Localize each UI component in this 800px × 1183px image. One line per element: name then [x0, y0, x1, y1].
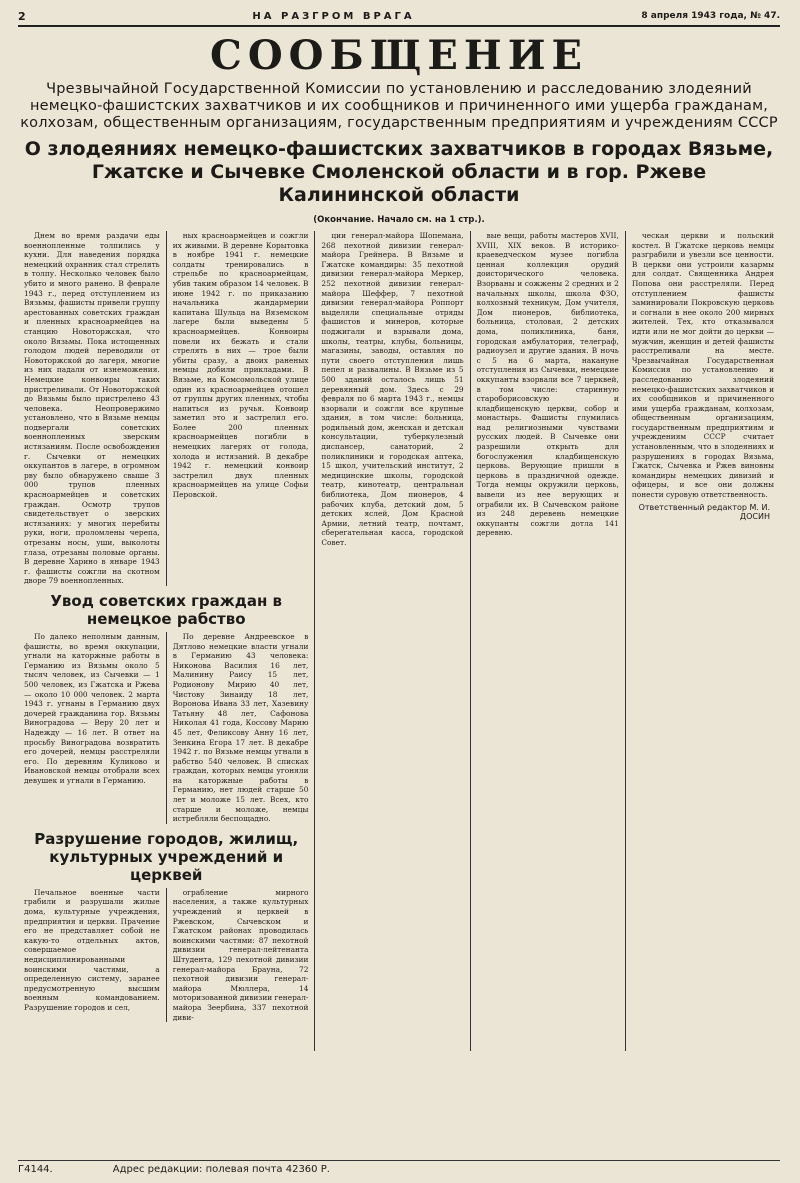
top-left-columns: [24, 231, 308, 586]
section-3-text-a: Печальное военные части грабили и разрушали жилые дома, культурные учреждения, предприятия и церкви. Прачение его не представляет собой не какую-то отдельных актов, совершаемое недисциплинированными воинскими частями, а определенную систему, заранее предусмотренную высшим военным командованием. Разрушение городов и сел,: [24, 887, 160, 1012]
page-footer: [18, 1160, 780, 1175]
section-2-text-a: По далеко неполным данным, фашисты, во время оккупации, угнали на каторжные работы в Германию из Вязьмы около 5 тысяч человек, из Сычевки — 1 500 человек, из Гжатска и Ржева — около 10 000 человек. 2 марта 1943 г. угнаны в Германию двух дочерей гражданина гор. Вязьмы Виноградова — Веру 20 лет и Надежду — 16 лет. В ответ на просьбу Виноградова возвратить его дочерей, немцы расстреляли его. По деревням Куликово и Ивановской немцы отобрали всех девушек и угнали в Германию.: [24, 631, 160, 785]
continuation-note: (Окончание. Начало см. на 1 стр.).: [313, 215, 485, 225]
article-subtitle: Чрезвычайной Государственной Комиссии по установлению и расследованию злодеяний немецко-фашистских захватчиков и их сообщников и причиненного ими ущерба гражданам, колхозам, общественным организациям, государственным предприятиям и учреждениям СССР: [20, 81, 778, 131]
section-3-headline: Разрушение городов, жилищ, культурных учреждений и церквей: [34, 829, 299, 884]
newspaper-title: НА РАЗГРОМ ВРАГА: [252, 10, 415, 22]
column-1: [24, 231, 167, 586]
column-2: [167, 231, 309, 586]
section-3-col-a: [24, 888, 167, 1022]
column-4: [471, 231, 626, 1051]
section-3-columns: [24, 888, 308, 1022]
section-2-columns: [24, 632, 308, 824]
column-3-text: ции генерал-майора Шопемана, 268 пехотной дивизии генерал-майора Грейнера. В Вязьме и Гжатске командиры: 35 пехотной дивизии генерал-майора Меркер, 252 пехотной дивизии генерал-майора Шеффер, 7 пехотной дивизии генерал-майора Роппорт выделяли специальные отряды фашистов и минеров, которые поджигали и взрывали дома, школы, театры, клубы, больницы, магазины, заводы, оставляя по пути своего отступления лишь пепел и развалины. В Вязьме из 5 500 зданий осталось лишь 51 деревянный дом. Здесь с 29 февраля по 6 марта 1943 г., немцы взорвали и сожгли все крупные здания, в том числе: больница, родильный дом, женская и детская консультации, туберкулезный диспансер, санаторий, 2 поликлиники и городская аптека, 15 школ, учительский институт, 2 медицинские школы, городской театр, кинотеатр, центральная библиотека, Дом пионеров, 4 рабочих клуба, детский дом, 5 детских яслей, Дом Красной Армии, летний театр, почтамт, сберегательная касса, городской Совет.: [321, 231, 464, 547]
column-1-text: Днем во время раздачи еды военнопленные толпились у кухни. Для наведения порядка немецкий охранник стал стрелять в толпу. Несколько человек было убито и много ранено. В феврале 1943 г., перед отступлением из Вязьмы, фашисты привели группу арестованных советских граждан и пленных красноармейцев на станцию Новоторжская, что около Вязьмы. Пока истощенных голодом людей переводили от Новоторжской до лагеря, многие из них падали от изнеможения. Немецкие конвоиры таких пристреливали. От Новоторжской до Вязьмы было пристрелено 43 человека. Неопровержимо установлено, что в Вязьме немцы подвергали советских военнопленных зверским истязаниям. После освобождения г. Сычевки от немецких оккупантов в лагере, в огромном рву было обнаружено свыше 3 000 трупов пленных красноармейцев и советских граждан. Осмотр трупов свидетельствует о зверских истязаниях: у многих перебиты руки, ноги, проломлены черепа, отрезаны носы, уши, выколоты глаза, отрезаны половые органы. В деревне Харино в январе 1943 г. фашисты сожгли на скотном дворе 79 военнопленных.: [24, 231, 160, 586]
editorial-address: Адрес редакции: полевая почта 42360 Р.: [112, 1164, 330, 1175]
column-5-text: ческая церкви и польский костел. В Гжатске церковь немцы разграбили и увезли все ценности. В церкви они устроили казармы для солдат. Священника Андрея Попова они расстреляли. Перед отступлением фашисты заминировали Покровскую церковь и согнали в нее около 200 мирных жителей. Тех, кто отказывался идти или не мог дойти до церкви — мужчин, женщин и детей фашисты расстреливали на месте. Чрезвычайная Государственная Комиссия по установлению и расследованию злодеяний немецко-фашистских захватчиков и их сообщников и причиненного ими ущерба гражданам, колхозам, общественным организациям, государственным предприятиям и учреждениям СССР считает установленным, что в злодеяниях и разрушениях в городах Вязьма, Гжатск, Сычевка и Ржев виновны командиры немецких дивизий и офицеры, и все они должны понести суровую ответственность.: [631, 231, 775, 500]
column-4-text: вые вещи, работы мастеров XVII, XVIII, XIX веков. В историко-краеведческом музее погибла ценная коллекция орудий доисторического человека. Взорваны и сожжены 2 средних и 2 начальных школы, школа ФЗО, колхозный техникум, Дом учителя, Дом пионеров, библиотека, больница, столовая, 2 детских дома, поликлиника, баня, городская амбулатория, телеграф, радиоузел и другие здания. В ночь с 5 на 6 марта, накануне отступления из Сычевки, немецкие оккупанты взорвали все 7 церквей, в том числе: старинную староборисовскую и кладбищенскую церкви, собор и монастырь. Фашисты глумились над религиозными чувствами русских людей. В Сычевке они разрешили открыть для богослужения кладбищенскую церковь. Верующие пришли в церковь в праздничной одежде. Тогда немцы окружили церковь, вывели из нее верующих и ограбили их. В Сычевском районе из 248 деревень немецкие оккупанты сожгли дотла 141 деревню.: [476, 231, 619, 538]
column-3: [315, 231, 470, 1051]
section-3-text-b: ограбление мирного населения, а также культурных учреждений и церквей в Ржевском, Сычевском и Гжатском районах проводилась воинскими частями: 87 пехотной дивизии генерал-лейтенанта Штудента, 129 пехотной дивизии генерал-майора Брауна, 72 пехотной дивизии генерал-майора Мюллера, 14 моторизованной дивизии генерал-майора Зеербина, 337 пехотной диви-: [172, 887, 309, 1022]
article-title: СООБЩЕНИЕ: [210, 32, 588, 79]
page-header: [18, 8, 780, 27]
left-block: [18, 231, 315, 1051]
main-headline: О злодеяниях немецко-фашистских захватчиков в городах Вязьме, Гжатске и Сычевке Смоленской области и в гор. Ржеве Калининской области: [24, 138, 774, 206]
section-2-col-b: [167, 632, 309, 824]
section-3-col-b: [167, 888, 309, 1022]
column-5: [626, 231, 780, 1051]
print-code: Г4144.: [18, 1164, 53, 1175]
section-2-col-a: [24, 632, 167, 824]
issue-date: 8 апреля 1943 года, № 47.: [641, 11, 780, 21]
section-2-headline: Увод советских граждан в немецкое рабство: [50, 591, 283, 628]
article-columns: [18, 231, 780, 1051]
section-2-text-b: По деревне Андреевское в Дятлово немецкие власти угнали в Германию 43 человека: Никонова Василия 16 лет, Малинину Раису 15 лет, Родионову Мирию 40 лет, Чистову Зинаиду 18 лет, Воронова Ивана 33 лет, Хазевину Татьяну 48 лет, Сафонова Николая 41 года, Коссову Марию 45 лет, Феликсову Анну 16 лет, Зенкина Егора 17 лет. В декабре 1942 г. по Вязьме немцы угнали в рабство 540 человек. В списках граждан, которых немцы угоняли на каторжные работы в Германию, нет людей старше 50 лет и моложе 15 лет. Всех, кто старше и моложе, немцы истребляли беспощадно.: [172, 631, 309, 824]
page-number: 2: [18, 9, 26, 23]
editor-signature: Ответственный редактор М. И. ДОСИН: [638, 502, 771, 522]
column-2-text: ных красноармейцев и сожгли их живыми. В деревне Корытовка в ноябре 1941 г. немецкие солдаты тренировались в стрельбе по красноармейцам, убив таким образом 14 человек. В июне 1942 г. по приказанию начальника жандармерии капитана Шульца на Вяземском лагере были выведены 5 красноармейцев. Конвоиры повели их бежать и стали стрелять в них — трое были убиты сразу, а двоих раненых немцы добили прикладами. В Вязьме, на Комсомольской улице один из красноармейцев отошел от группы других пленных, чтобы напиться из ручья. Конвоир заметил это и застрелил его. Более 200 пленных красноармейцев погибли в немецких лагерях от голода, холода и истязаний. В декабре 1942 г. немецкий конвоир застрелил двух пленных красноармейцев на улице Софьи Перовской.: [172, 231, 309, 500]
